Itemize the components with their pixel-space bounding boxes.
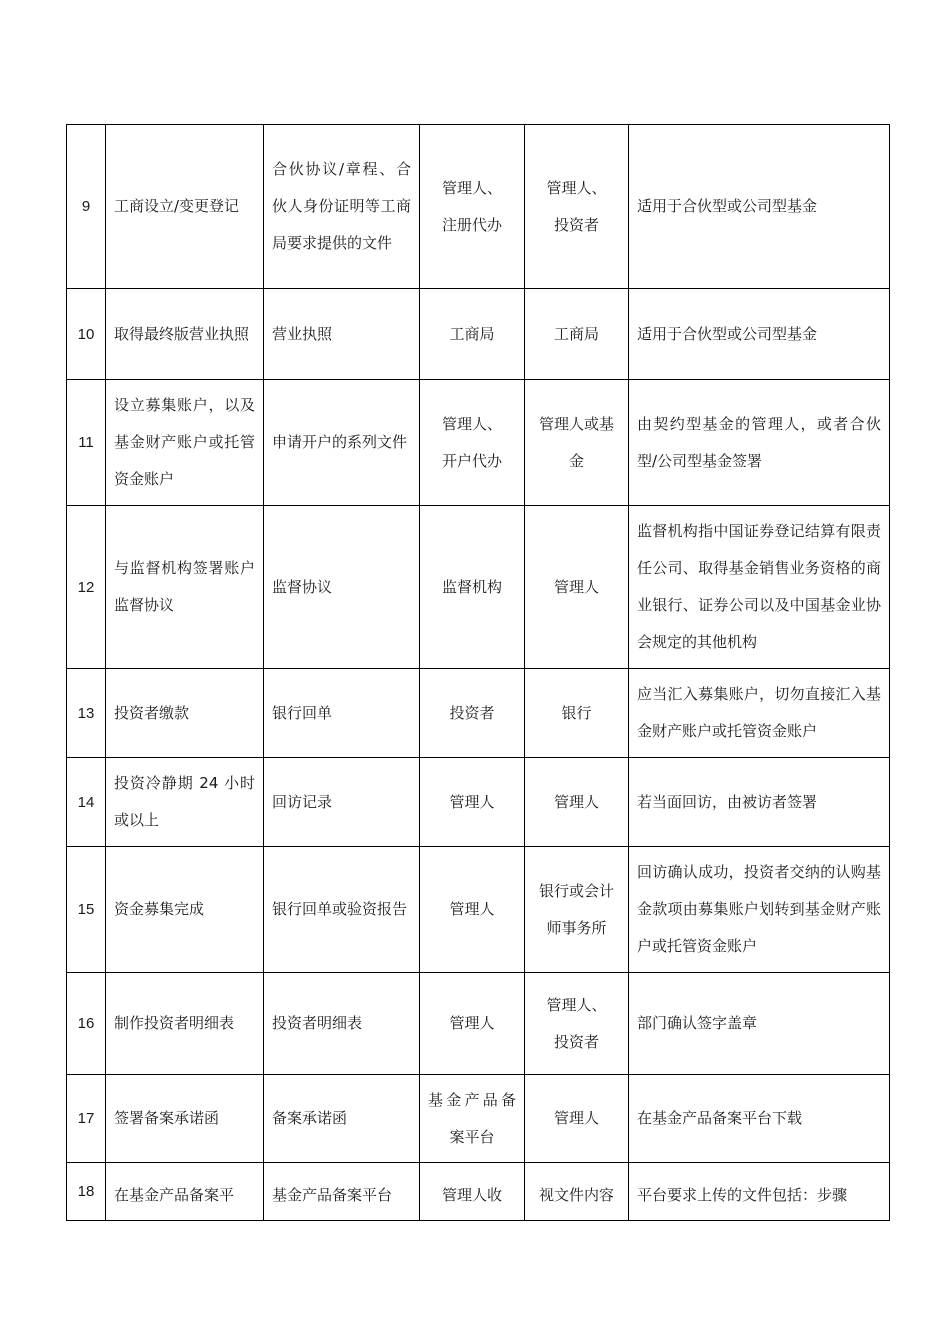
note-cell: 适用于合伙型或公司型基金 xyxy=(629,289,890,380)
table-row xyxy=(67,289,890,380)
row-number: 10 xyxy=(67,289,106,380)
provider-cell: 管理人收 xyxy=(420,1163,525,1221)
row-number: 11 xyxy=(67,380,106,506)
row-number: 18 xyxy=(67,1163,106,1221)
provider-cell: 管理人 xyxy=(420,847,525,973)
row-number: 12 xyxy=(67,506,106,669)
note-cell: 应当汇入募集账户，切勿直接汇入基金财产账户或托管资金账户 xyxy=(629,669,890,758)
document-cell: 合伙协议/章程、合伙人身份证明等工商局要求提供的文件 xyxy=(264,125,420,289)
provider-cell: 工商局 xyxy=(420,289,525,380)
receiver-cell: 银行或会计师事务所 xyxy=(525,847,629,973)
document-cell: 申请开户的系列文件 xyxy=(264,380,420,506)
table-row xyxy=(67,973,890,1075)
document-cell: 投资者明细表 xyxy=(264,973,420,1075)
receiver-cell: 银行 xyxy=(525,669,629,758)
table-row xyxy=(67,669,890,758)
receiver-cell: 管理人或基金 xyxy=(525,380,629,506)
step-cell: 投资冷静期 24 小时或以上 xyxy=(106,758,264,847)
provider-cell: 监督机构 xyxy=(420,506,525,669)
receiver-cell: 管理人、 投资者 xyxy=(525,125,629,289)
document-cell: 监督协议 xyxy=(264,506,420,669)
table-row xyxy=(67,847,890,973)
document-cell: 备案承诺函 xyxy=(264,1075,420,1163)
note-cell: 回访确认成功，投资者交纳的认购基金款项由募集账户划转到基金财产账户或托管资金账户 xyxy=(629,847,890,973)
step-cell: 签署备案承诺函 xyxy=(106,1075,264,1163)
receiver-cell: 管理人 xyxy=(525,506,629,669)
note-cell: 在基金产品备案平台下载 xyxy=(629,1075,890,1163)
table-row xyxy=(67,1075,890,1163)
row-number: 15 xyxy=(67,847,106,973)
receiver-cell: 管理人 xyxy=(525,758,629,847)
step-cell: 制作投资者明细表 xyxy=(106,973,264,1075)
procedure-table xyxy=(66,124,890,1221)
receiver-cell: 管理人 xyxy=(525,1075,629,1163)
provider-cell: 基金产品备案平台 xyxy=(420,1075,525,1163)
row-number: 16 xyxy=(67,973,106,1075)
step-cell: 取得最终版营业执照 xyxy=(106,289,264,380)
provider-cell: 管理人 xyxy=(420,973,525,1075)
step-cell: 与监督机构签署账户监督协议 xyxy=(106,506,264,669)
table-row xyxy=(67,1163,890,1221)
row-number: 13 xyxy=(67,669,106,758)
row-number: 9 xyxy=(67,125,106,289)
table-row xyxy=(67,506,890,669)
provider-cell: 投资者 xyxy=(420,669,525,758)
provider-cell: 管理人、 注册代办 xyxy=(420,125,525,289)
document-cell: 银行回单或验资报告 xyxy=(264,847,420,973)
table-row xyxy=(67,125,890,289)
receiver-cell: 视文件内容 xyxy=(525,1163,629,1221)
step-cell: 设立募集账户，以及基金财产账户或托管资金账户 xyxy=(106,380,264,506)
step-cell: 资金募集完成 xyxy=(106,847,264,973)
note-cell: 监督机构指中国证券登记结算有限责任公司、取得基金销售业务资格的商业银行、证券公司以及中国基金业协会规定的其他机构 xyxy=(629,506,890,669)
note-cell: 平台要求上传的文件包括：步骤 xyxy=(629,1163,890,1221)
table-row xyxy=(67,380,890,506)
table-row xyxy=(67,758,890,847)
note-cell: 若当面回访，由被访者签署 xyxy=(629,758,890,847)
note-cell: 由契约型基金的管理人，或者合伙型/公司型基金签署 xyxy=(629,380,890,506)
step-cell: 工商设立/变更登记 xyxy=(106,125,264,289)
document-cell: 营业执照 xyxy=(264,289,420,380)
note-cell: 适用于合伙型或公司型基金 xyxy=(629,125,890,289)
receiver-cell: 管理人、 投资者 xyxy=(525,973,629,1075)
document-cell: 银行回单 xyxy=(264,669,420,758)
row-number: 17 xyxy=(67,1075,106,1163)
provider-cell: 管理人 xyxy=(420,758,525,847)
provider-cell: 管理人、 开户代办 xyxy=(420,380,525,506)
document-cell: 回访记录 xyxy=(264,758,420,847)
receiver-cell: 工商局 xyxy=(525,289,629,380)
row-number: 14 xyxy=(67,758,106,847)
document-cell: 基金产品备案平台 xyxy=(264,1163,420,1221)
step-cell: 在基金产品备案平 xyxy=(106,1163,264,1221)
note-cell: 部门确认签字盖章 xyxy=(629,973,890,1075)
step-cell: 投资者缴款 xyxy=(106,669,264,758)
